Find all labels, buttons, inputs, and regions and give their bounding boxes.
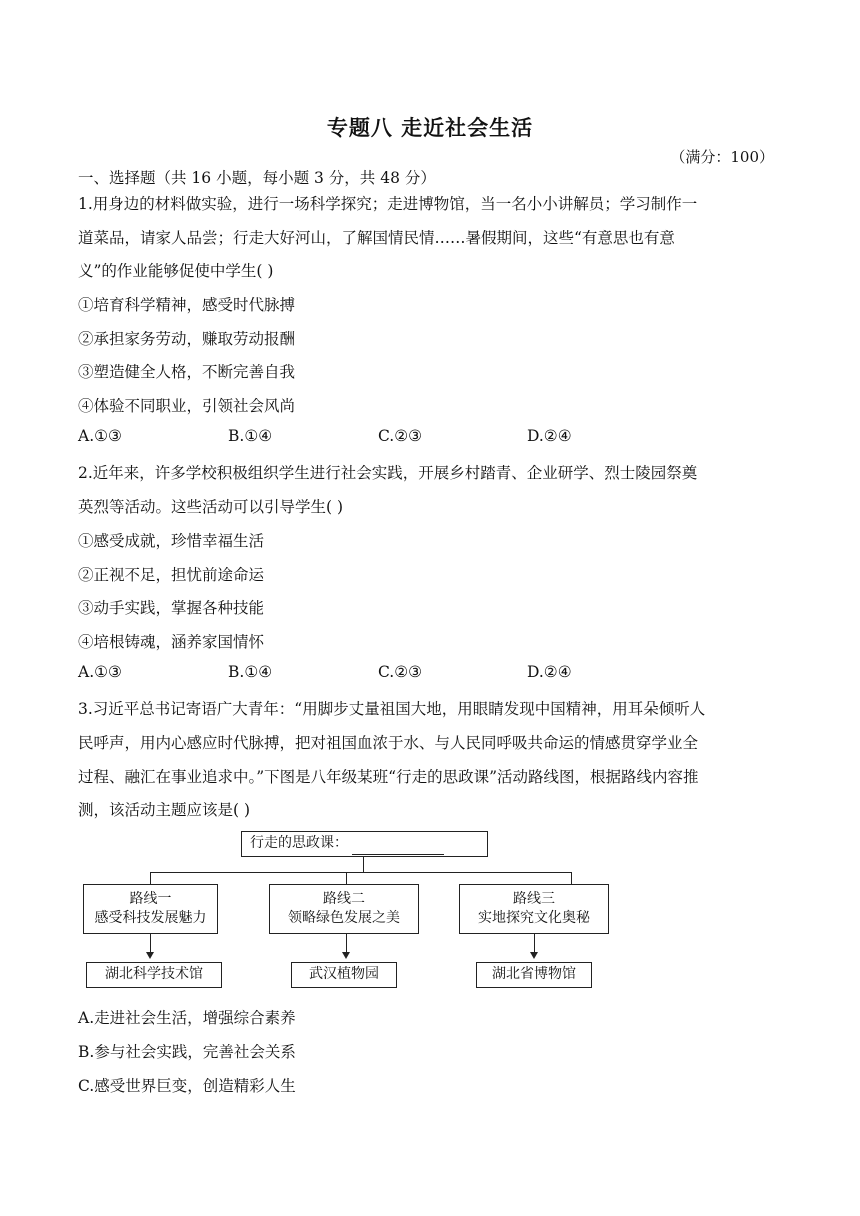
place-box xyxy=(476,962,592,988)
route-name: 路线二 xyxy=(323,891,365,907)
q2-item: ①感受成就，珍惜幸福生活 xyxy=(78,532,265,550)
q1-stem-line: 道菜品，请家人品尝；行走大好河山，了解国情民情……暑假期间，这些“有意思也有意 xyxy=(78,229,675,247)
route-box xyxy=(459,884,609,934)
arrow-down-icon xyxy=(530,952,538,959)
place-name: 湖北科学技术馆 xyxy=(105,966,203,982)
q2-option-d[interactable]: D.②④ xyxy=(527,663,572,681)
q1-option-d[interactable]: D.②④ xyxy=(527,427,572,445)
q1-options xyxy=(78,427,778,451)
q3-stem-line: 过程、融汇在事业追求中。”下图是八年级某班“行走的思政课”活动路线图，根据路线内容推 xyxy=(78,768,699,786)
place-box xyxy=(86,962,222,988)
diagram-title-box xyxy=(241,831,488,857)
route-desc: 感受科技发展魅力 xyxy=(94,910,207,926)
place-name: 湖北省博物馆 xyxy=(492,966,576,982)
q2-options xyxy=(78,663,778,687)
q1-option-b[interactable]: B.①④ xyxy=(228,427,273,445)
route-box xyxy=(83,884,218,934)
q1-item: ①培育科学精神，感受时代脉搏 xyxy=(78,296,296,314)
connector-line xyxy=(346,872,347,884)
q3-option-a[interactable]: A.走进社会生活，增强综合素养 xyxy=(78,1009,296,1027)
q1-option-a[interactable]: A.①③ xyxy=(78,427,122,445)
q3-option-b[interactable]: B.参与社会实践，完善社会关系 xyxy=(78,1043,296,1061)
route-desc: 实地探究文化奥秘 xyxy=(478,910,590,926)
arrow-down-icon xyxy=(342,952,350,959)
q2-option-b[interactable]: B.①④ xyxy=(228,663,273,681)
route-name: 路线三 xyxy=(513,891,555,907)
q2-option-a[interactable]: A.①③ xyxy=(78,663,122,681)
q2-item: ③动手实践，掌握各种技能 xyxy=(78,599,265,617)
q2-option-c[interactable]: C.②③ xyxy=(378,663,423,681)
route-name: 路线一 xyxy=(129,891,172,907)
q1-item: ②承担家务劳动，赚取劳动报酬 xyxy=(78,330,296,348)
q1-stem-line: 义”的作业能够促使中学生( ) xyxy=(78,262,274,280)
q2-stem-line: 2.近年来，许多学校积极组织学生进行社会实践，开展乡村踏青、企业研学、烈士陵园祭奠 xyxy=(78,464,698,482)
q2-item: ④培根铸魂，涵养家国情怀 xyxy=(78,633,265,651)
diagram-title: 行走的思政课： xyxy=(250,835,348,851)
route-diagram xyxy=(78,826,618,996)
section-heading: 一、选择题（共 16 小题，每小题 3 分，共 48 分） xyxy=(78,169,436,187)
connector-line xyxy=(150,872,151,884)
place-name: 武汉植物园 xyxy=(309,966,379,982)
q3-stem-line: 测，该活动主题应该是( ) xyxy=(78,801,251,819)
connector-line xyxy=(571,872,572,884)
q3-stem-line: 民呼声，用内心感应时代脉搏，把对祖国血浓于水、与人民同呼吸共命运的情感贯穿学业全 xyxy=(78,734,699,752)
connector-line xyxy=(363,857,364,872)
route-box xyxy=(269,884,419,934)
q3-stem-line: 3.习近平总书记寄语广大青年：“用脚步丈量祖国大地，用眼睛发现中国精神，用耳朵倾听人 xyxy=(78,700,706,718)
q1-item: ④体验不同职业，引领社会风尚 xyxy=(78,397,296,415)
full-score: （满分：100） xyxy=(670,148,774,166)
place-box xyxy=(291,962,397,988)
route-desc: 领略绿色发展之美 xyxy=(288,910,400,926)
answer-blank xyxy=(352,840,444,855)
q1-option-c[interactable]: C.②③ xyxy=(378,427,423,445)
arrow-shaft xyxy=(150,934,151,953)
page-title: 专题八 走近社会生活 xyxy=(326,116,534,140)
q2-stem-line: 英烈等活动。这些活动可以引导学生( ) xyxy=(78,498,344,516)
q2-item: ②正视不足，担忧前途命运 xyxy=(78,566,265,584)
q1-item: ③塑造健全人格，不断完善自我 xyxy=(78,363,296,381)
connector-line xyxy=(150,872,571,873)
q1-stem-line: 1.用身边的材料做实验，进行一场科学探究；走进博物馆，当一名小小讲解员；学习制作一 xyxy=(78,195,698,213)
arrow-shaft xyxy=(534,934,535,953)
arrow-shaft xyxy=(346,934,347,953)
q3-option-c[interactable]: C.感受世界巨变，创造精彩人生 xyxy=(78,1077,296,1095)
arrow-down-icon xyxy=(146,952,154,959)
